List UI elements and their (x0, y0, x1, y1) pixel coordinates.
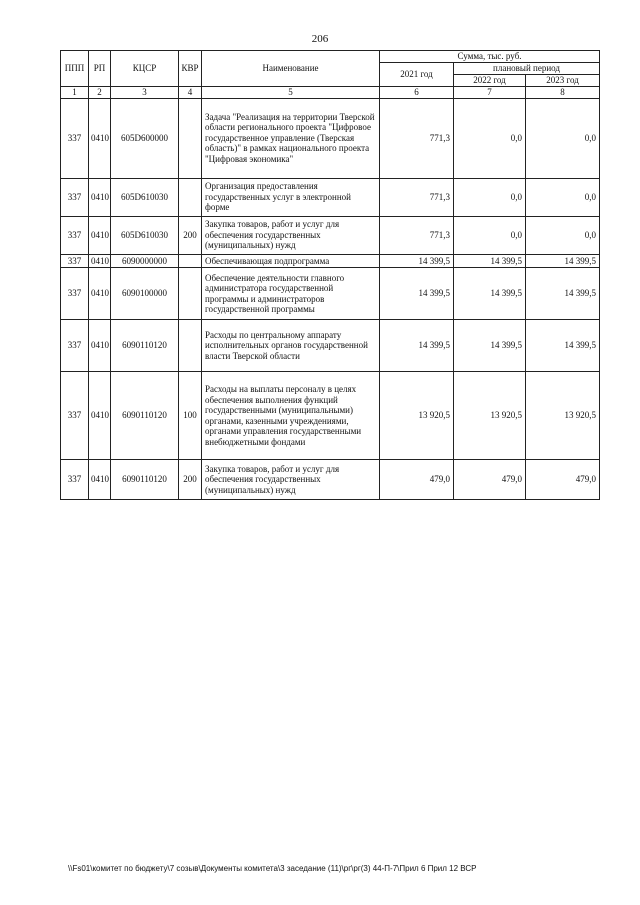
cell-kcsr: 605D610030 (111, 216, 179, 254)
cell-2021: 14 399,5 (380, 254, 454, 268)
cell-2023: 14 399,5 (526, 268, 600, 320)
cell-2022: 0,0 (454, 216, 526, 254)
cell-kcsr: 6090110120 (111, 372, 179, 460)
cell-2022: 0,0 (454, 98, 526, 178)
cell-kcsr: 6090110120 (111, 460, 179, 500)
cell-2021: 14 399,5 (380, 320, 454, 372)
cell-kcsr: 6090100000 (111, 268, 179, 320)
col-number: 3 (111, 87, 179, 99)
cell-kcsr: 605D610030 (111, 178, 179, 216)
cell-ppp: 337 (61, 372, 89, 460)
cell-2021: 13 920,5 (380, 372, 454, 460)
cell-2023: 13 920,5 (526, 372, 600, 460)
cell-ppp: 337 (61, 178, 89, 216)
cell-ppp: 337 (61, 460, 89, 500)
cell-rp: 0410 (89, 268, 111, 320)
cell-2023: 0,0 (526, 98, 600, 178)
header-planned-period: плановый период (454, 63, 600, 75)
cell-kvr (179, 98, 202, 178)
cell-kvr (179, 268, 202, 320)
table-row (61, 268, 600, 320)
header-year-2023: 2023 год (526, 75, 600, 87)
cell-ppp: 337 (61, 268, 89, 320)
cell-2021: 771,3 (380, 98, 454, 178)
cell-2021: 14 399,5 (380, 268, 454, 320)
cell-name: Обеспечивающая подпрограмма (202, 254, 380, 268)
cell-2023: 0,0 (526, 178, 600, 216)
page-number: 206 (311, 33, 329, 45)
header-kcsr: КЦСР (111, 51, 179, 87)
cell-name: Расходы по центральному аппарату исполнительных органов государственной власти Тверской области (202, 320, 380, 372)
cell-kvr (179, 254, 202, 268)
table-row (61, 254, 600, 268)
cell-kcsr: 6090000000 (111, 254, 179, 268)
cell-kvr: 200 (179, 460, 202, 500)
cell-ppp: 337 (61, 216, 89, 254)
cell-kcsr: 605D600000 (111, 98, 179, 178)
cell-rp: 0410 (89, 320, 111, 372)
footer-file-path: \\Fs01\комитет по бюджету\7 созыв\Документы комитета\3 заседание (11)\рг\рг(3) 44-П-7\Прил 6 Прил 12 ВСР (68, 864, 477, 873)
col-number: 8 (526, 87, 600, 99)
cell-rp: 0410 (89, 372, 111, 460)
cell-2023: 14 399,5 (526, 254, 600, 268)
cell-name: Закупка товаров, работ и услуг для обеспечения государственных (муниципальных) нужд (202, 216, 380, 254)
cell-name: Расходы на выплаты персоналу в целях обеспечения выполнения функций государственными (муниципальными) органами, казенными учреждениями, органами управления государственными внебюджетными фондами (202, 372, 380, 460)
table-row (61, 320, 600, 372)
cell-2023: 0,0 (526, 216, 600, 254)
cell-2022: 0,0 (454, 178, 526, 216)
cell-kvr: 100 (179, 372, 202, 460)
col-number: 7 (454, 87, 526, 99)
cell-name: Организация предоставления государственных услуг в электронной форме (202, 178, 380, 216)
cell-name: Обеспечение деятельности главного администратора государственной программы и администраторов государственной программы (202, 268, 380, 320)
cell-kvr: 200 (179, 216, 202, 254)
header-year-2022: 2022 год (454, 75, 526, 87)
header-kvr: КВР (179, 51, 202, 87)
cell-2022: 13 920,5 (454, 372, 526, 460)
cell-2022: 14 399,5 (454, 320, 526, 372)
table-row (61, 98, 600, 178)
header-ppp: ППП (61, 51, 89, 87)
cell-rp: 0410 (89, 178, 111, 216)
cell-rp: 0410 (89, 460, 111, 500)
cell-2021: 771,3 (380, 216, 454, 254)
col-number: 1 (61, 87, 89, 99)
cell-2021: 771,3 (380, 178, 454, 216)
cell-ppp: 337 (61, 254, 89, 268)
header-sum: Сумма, тыс. руб. (380, 51, 600, 63)
col-number: 4 (179, 87, 202, 99)
cell-ppp: 337 (61, 98, 89, 178)
cell-kvr (179, 178, 202, 216)
table-row (61, 372, 600, 460)
cell-rp: 0410 (89, 98, 111, 178)
cell-2023: 479,0 (526, 460, 600, 500)
col-number: 5 (202, 87, 380, 99)
cell-rp: 0410 (89, 254, 111, 268)
cell-ppp: 337 (61, 320, 89, 372)
table-row (61, 216, 600, 254)
cell-2022: 14 399,5 (454, 254, 526, 268)
col-number: 6 (380, 87, 454, 99)
cell-kcsr: 6090110120 (111, 320, 179, 372)
cell-name: Задача "Реализация на территории Тверской области регионального проекта "Цифровое государственное управление (Тверская область)" в рамках национального проекта "Цифровая экономика" (202, 98, 380, 178)
cell-rp: 0410 (89, 216, 111, 254)
budget-table (60, 50, 600, 500)
cell-2023: 14 399,5 (526, 320, 600, 372)
table-row (61, 178, 600, 216)
header-year-2021: 2021 год (380, 63, 454, 87)
cell-name: Закупка товаров, работ и услуг для обеспечения государственных (муниципальных) нужд (202, 460, 380, 500)
table-row (61, 460, 600, 500)
cell-2022: 479,0 (454, 460, 526, 500)
header-rp: РП (89, 51, 111, 87)
header-name: Наименование (202, 51, 380, 87)
cell-2021: 479,0 (380, 460, 454, 500)
cell-kvr (179, 320, 202, 372)
cell-2022: 14 399,5 (454, 268, 526, 320)
col-number: 2 (89, 87, 111, 99)
